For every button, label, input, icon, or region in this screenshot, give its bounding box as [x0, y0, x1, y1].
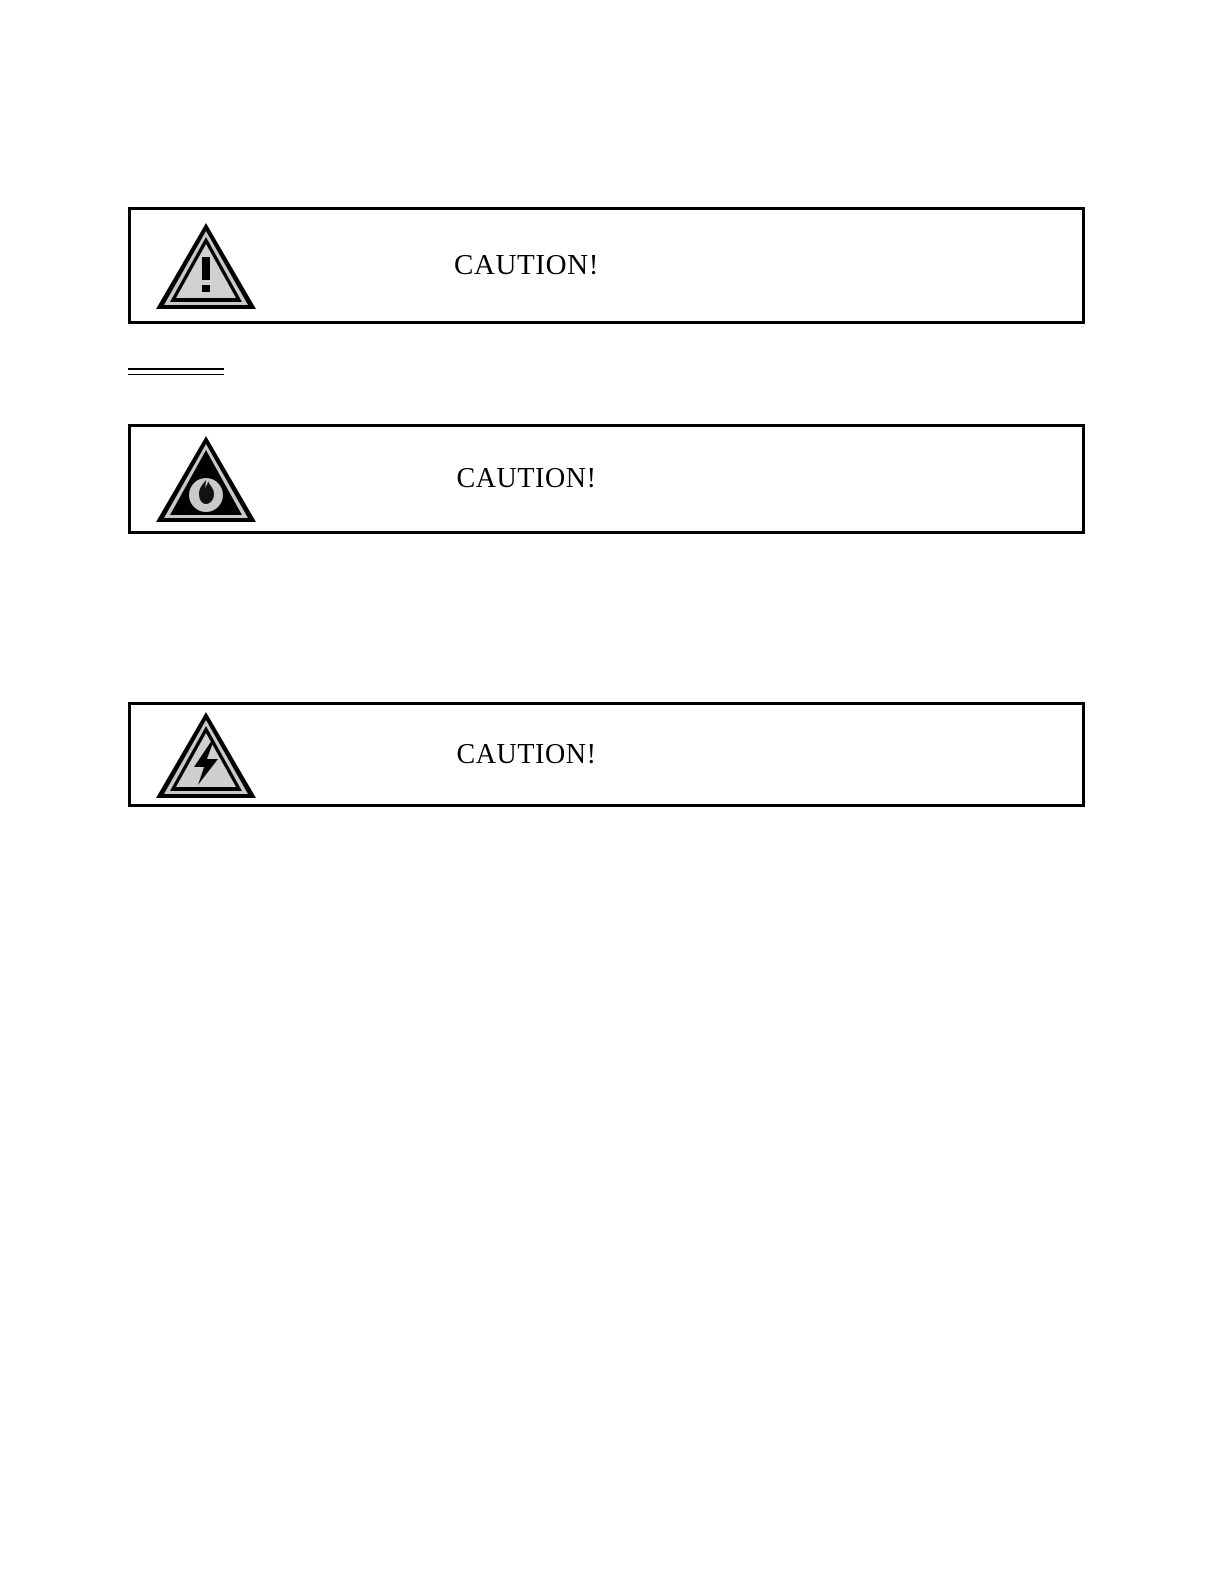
caution-label: CAUTION! — [456, 463, 597, 494]
caution-label: CAUTION! — [456, 738, 597, 770]
caution-label: CAUTION! — [454, 249, 599, 281]
underline-rule-1 — [128, 368, 224, 370]
warning-exclamation-triangle-icon — [152, 218, 260, 314]
warning-electric-shock-triangle-icon — [152, 707, 260, 803]
icon-slot — [131, 218, 281, 314]
caution-callout-general — [128, 207, 1085, 324]
icon-slot — [131, 431, 281, 527]
caution-callout-electric — [128, 702, 1085, 807]
caution-callout-fire — [128, 424, 1085, 534]
icon-slot — [131, 707, 281, 803]
warning-flammable-fire-triangle-icon — [152, 431, 260, 527]
underline-rule-2 — [128, 374, 224, 375]
